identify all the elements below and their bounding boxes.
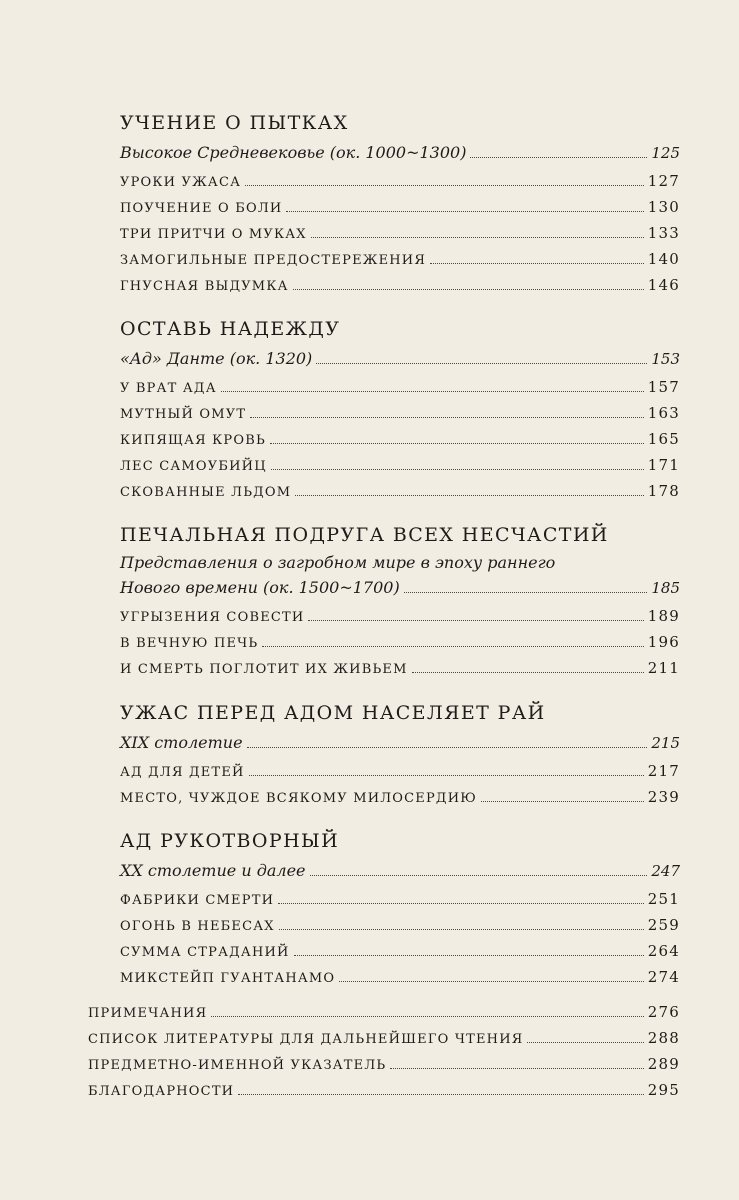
section-label: ПОУЧЕНИЕ О БОЛИ — [120, 201, 283, 216]
toc-entry — [120, 916, 680, 934]
section-label: ЛЕС САМОУБИЙЦ — [120, 459, 267, 474]
toc-entry — [120, 378, 680, 396]
dot-leader — [294, 955, 644, 956]
toc-entry — [120, 349, 680, 368]
dot-leader — [270, 443, 644, 444]
page-number: 289 — [647, 1055, 680, 1073]
dot-leader — [249, 775, 644, 776]
toc-entry — [120, 456, 680, 474]
section-label: УГРЫЗЕНИЯ СОВЕСТИ — [120, 610, 305, 625]
dot-leader — [238, 1094, 644, 1095]
toc-entry — [120, 404, 680, 422]
toc-entry — [120, 172, 680, 190]
chapter-title: АД РУКОТВОРНЫЙ — [120, 830, 340, 852]
dot-leader — [295, 495, 643, 496]
toc-entry — [120, 890, 680, 908]
page-number: 251 — [647, 890, 680, 908]
dot-leader — [279, 929, 644, 930]
chapter-subtitle-line1: Представления о загробном мире в эпоху раннего — [120, 553, 556, 572]
section-label: МУТНЫЙ ОМУТ — [120, 407, 247, 422]
section-label: В ВЕЧНУЮ ПЕЧЬ — [120, 636, 259, 651]
toc-entry — [120, 861, 680, 880]
page-number: 259 — [647, 916, 680, 934]
section-label: УРОКИ УЖАСА — [120, 175, 242, 190]
page-number: 217 — [647, 762, 680, 780]
page-number: 196 — [647, 633, 680, 651]
toc-entry — [88, 1055, 680, 1073]
chapter-title: УЧЕНИЕ О ПЫТКАХ — [120, 112, 349, 134]
page-number: 127 — [647, 172, 680, 190]
back-matter-label: ПРЕДМЕТНО-ИМЕННОЙ УКАЗАТЕЛЬ — [88, 1058, 387, 1073]
toc-entry — [120, 788, 680, 806]
dot-leader — [470, 157, 647, 158]
dot-leader — [221, 391, 644, 392]
page-number: 146 — [647, 276, 680, 294]
page-number: 288 — [647, 1029, 680, 1047]
dot-leader — [316, 363, 647, 364]
dot-leader — [271, 469, 644, 470]
section-label: МИКСТЕЙП ГУАНТАНАМО — [120, 971, 336, 986]
page-number: 239 — [647, 788, 680, 806]
page-number: 140 — [647, 250, 680, 268]
toc-entry — [120, 733, 680, 752]
page-number: 133 — [647, 224, 680, 242]
page-number: 163 — [647, 404, 680, 422]
dot-leader — [481, 801, 644, 802]
section-label: СКОВАННЫЕ ЛЬДОМ — [120, 485, 292, 500]
dot-leader — [430, 263, 644, 264]
page-number: 157 — [647, 378, 680, 396]
page-number: 178 — [647, 482, 680, 500]
page-number: 211 — [647, 659, 680, 677]
back-matter-label: ПРИМЕЧАНИЯ — [88, 1006, 208, 1021]
dot-leader — [390, 1068, 643, 1069]
dot-leader — [339, 981, 643, 982]
page-number: 130 — [647, 198, 680, 216]
toc-entry — [120, 198, 680, 216]
page-number: 274 — [647, 968, 680, 986]
dot-leader — [311, 237, 644, 238]
dot-leader — [412, 672, 644, 673]
chapter-title: ОСТАВЬ НАДЕЖДУ — [120, 318, 341, 340]
toc-entry — [120, 942, 680, 960]
page-number: 247 — [651, 862, 680, 880]
toc-entry — [120, 659, 680, 677]
dot-leader — [308, 620, 643, 621]
section-label: ОГОНЬ В НЕБЕСАХ — [120, 919, 275, 934]
toc-entry — [120, 578, 680, 597]
dot-leader — [250, 417, 644, 418]
toc-entry — [120, 607, 680, 625]
section-label: ЗАМОГИЛЬНЫЕ ПРЕДОСТЕРЕЖЕНИЯ — [120, 253, 427, 268]
page-number: 125 — [651, 144, 680, 162]
section-label: И СМЕРТЬ ПОГЛОТИТ ИХ ЖИВЬЕМ — [120, 662, 408, 677]
dot-leader — [245, 185, 644, 186]
page-number: 189 — [647, 607, 680, 625]
toc-entry — [120, 762, 680, 780]
toc-entry — [120, 430, 680, 448]
section-label: ФАБРИКИ СМЕРТИ — [120, 893, 275, 908]
back-matter-label: БЛАГОДАРНОСТИ — [88, 1084, 235, 1099]
chapter-title: УЖАС ПЕРЕД АДОМ НАСЕЛЯЕТ РАЙ — [120, 702, 546, 724]
page-number: 264 — [647, 942, 680, 960]
chapter-subtitle: XIX столетие — [120, 733, 243, 752]
dot-leader — [262, 646, 643, 647]
page-number: 153 — [651, 350, 680, 368]
toc-entry — [120, 968, 680, 986]
chapter-subtitle: Высокое Средневековье (ок. 1000~1300) — [120, 143, 467, 162]
toc-entry — [120, 633, 680, 651]
toc-entry — [120, 482, 680, 500]
page-number: 215 — [651, 734, 680, 752]
section-label: СУММА СТРАДАНИЙ — [120, 945, 290, 960]
section-label: АД ДЛЯ ДЕТЕЙ — [120, 765, 245, 780]
dot-leader — [310, 875, 648, 876]
page-number: 185 — [651, 579, 680, 597]
section-label: КИПЯЩАЯ КРОВЬ — [120, 433, 266, 448]
dot-leader — [527, 1042, 643, 1043]
section-label: МЕСТО, ЧУЖДОЕ ВСЯКОМУ МИЛОСЕРДИЮ — [120, 791, 477, 806]
toc-entry — [120, 224, 680, 242]
dot-leader — [293, 289, 644, 290]
chapter-subtitle: Нового времени (ок. 1500~1700) — [120, 578, 400, 597]
chapter-title: ПЕЧАЛЬНАЯ ПОДРУГА ВСЕХ НЕСЧАСТИЙ — [120, 524, 609, 546]
toc-entry — [88, 1003, 680, 1021]
toc-entry — [120, 143, 680, 162]
back-matter-label: СПИСОК ЛИТЕРАТУРЫ ДЛЯ ДАЛЬНЕЙШЕГО ЧТЕНИЯ — [88, 1032, 524, 1047]
section-label: ГНУСНАЯ ВЫДУМКА — [120, 279, 289, 294]
section-label: У ВРАТ АДА — [120, 381, 217, 396]
page-number: 276 — [647, 1003, 680, 1021]
dot-leader — [404, 592, 648, 593]
dot-leader — [211, 1016, 643, 1017]
page-number: 165 — [647, 430, 680, 448]
toc-entry — [120, 276, 680, 294]
section-label: ТРИ ПРИТЧИ О МУКАХ — [120, 227, 307, 242]
dot-leader — [278, 903, 644, 904]
toc-entry — [88, 1029, 680, 1047]
chapter-subtitle: «Ад» Данте (ок. 1320) — [120, 349, 313, 368]
dot-leader — [286, 211, 643, 212]
chapter-subtitle: XX столетие и далее — [120, 861, 306, 880]
dot-leader — [247, 747, 648, 748]
toc-entry — [120, 250, 680, 268]
toc-entry — [88, 1081, 680, 1099]
page-number: 295 — [647, 1081, 680, 1099]
page-number: 171 — [647, 456, 680, 474]
